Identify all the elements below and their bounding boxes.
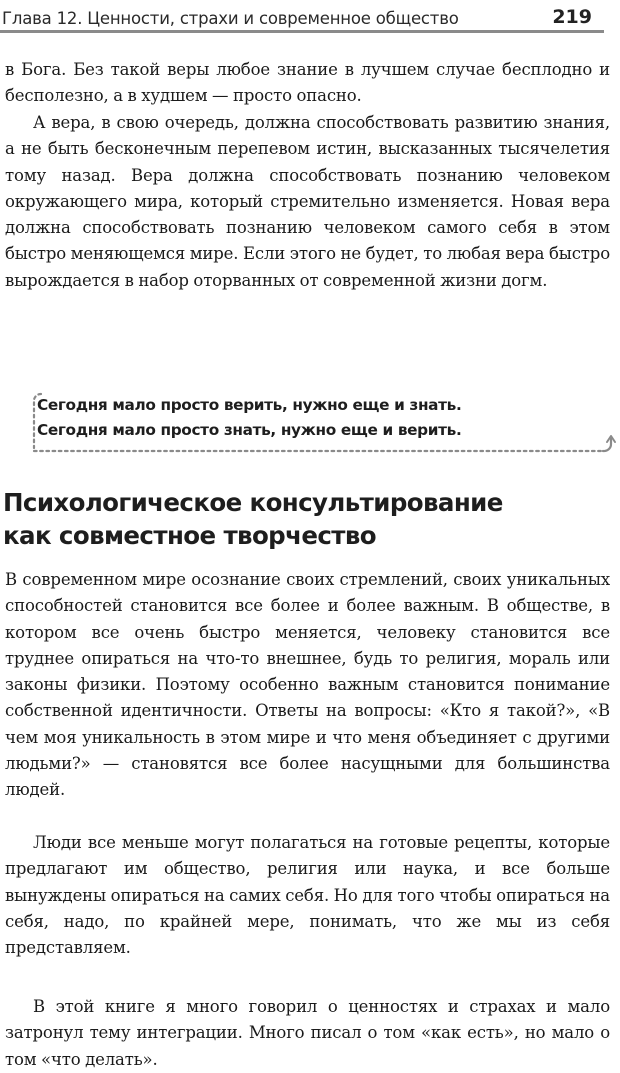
paragraph-3: В современном мире осознание своих стремлений, своих уникальных способностей становится все более и более важным. В обществе, в котором все очень быстро меняется, человеку становится все труднее опираться на что-то внешнее, будь то религия, мораль или законы физики. Поэтому особенно важным становится понимание собственной идентичности. Ответы на вопросы: «Кто я такой?», «В чем моя уникальность в этом мире и что меня объединяет с другими людьми?» — становятся все более насущными для большинства людей.: [5, 570, 610, 800]
paragraph-5: В этой книге я много говорил о ценностях и страхах и мало затронул тему интеграции. Много писал о том «как есть», но мало о том «что делать».: [5, 997, 610, 1069]
running-head: [0, 0, 600, 28]
paragraph-4: Люди все меньше могут полагаться на готовые рецепты, которые предлагают им общество, религия или наука, и все больше вынуждены опираться на самих себя. Но для того чтобы опираться на себя, надо, по крайней мере, понимать, что же мы из себя представляем.: [5, 833, 610, 958]
chapter-title: Глава 12. Ценности, страхи и современное общество: [2, 9, 459, 28]
callout-line-1: Сегодня мало просто верить, нужно еще и знать.: [37, 396, 462, 414]
section-heading-line-2: как совместное творчество: [3, 521, 377, 550]
callout-line-2: Сегодня мало просто знать, нужно еще и верить.: [37, 421, 462, 439]
header-rule: [0, 30, 604, 33]
paragraph-2: А вера, в свою очередь, должна способствовать развитию знания, а не быть бесконечным перепевом истин, высказанных тысячелетия тому назад. Вера должна способствовать познанию человеком окружающего мира, который стремительно изменяется. Новая вера должна способствовать познанию человеком самого себя в этом быстро меняющемся мире. Если этого не будет, то любая вера быстро вырождается в набор оторванных от современной жизни догм.: [5, 113, 610, 290]
callout-box: [28, 388, 616, 454]
section-heading-line-1: Психологическое консультирование: [3, 488, 503, 517]
paragraph-1: в Бога. Без такой веры любое знание в лучшем случае бесплодно и бесполезно, а в худшем — просто опасно.: [5, 60, 610, 106]
page-number: 219: [552, 6, 592, 28]
section-heading: [3, 486, 503, 552]
